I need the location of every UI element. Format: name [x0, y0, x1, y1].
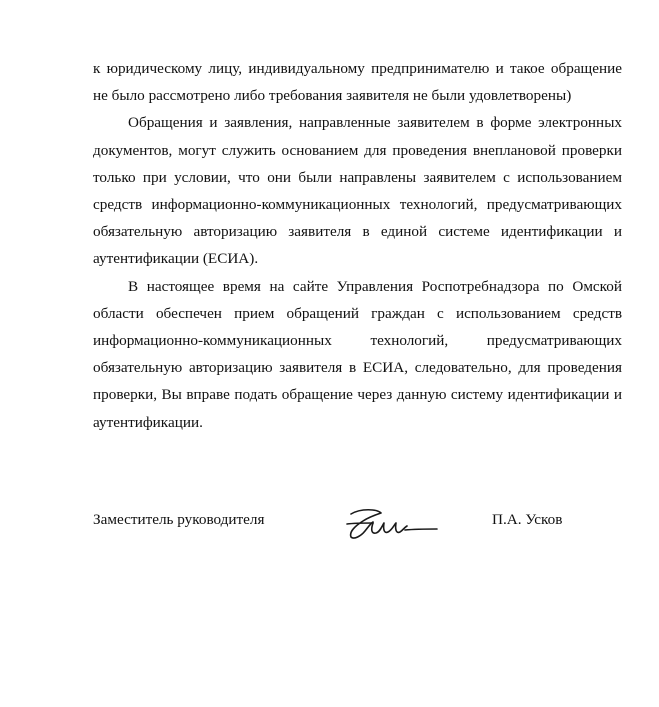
handwritten-signature-icon — [341, 505, 441, 543]
signatory-position: Заместитель руководителя — [93, 511, 265, 528]
paragraph-electronic-appeals: Обращения и заявления, направленные заявителем в форме электронных документов, могут служить основанием для проведения внеплановой проверки только при условии, что они были направлены заявителем с использованием средств информационно-коммуникационных технологий, предусматривающих обязательную авторизацию заявителя в единой системе идентификации и аутентификации (ЕСИА). — [93, 114, 622, 268]
signatory-name: П.А. Усков — [492, 511, 563, 528]
signature-block — [93, 505, 622, 545]
letter-body — [93, 55, 622, 436]
paragraph-continuation: к юридическому лицу, индивидуальному предпринимателю и такое обращение не было рассмотрено либо требования заявителя не были удовлетворены) — [93, 60, 622, 105]
paragraph-current-status: В настоящее время на сайте Управления Роспотребнадзора по Омской области обеспечен прием обращений граждан с использованием средств информационно-коммуникационных технологий, предусматривающих обязательную авторизацию заявителя в ЕСИА, следовательно, для проведения проверки, Вы вправе подать обращение через данную систему идентификации и аутентификации. — [93, 277, 622, 431]
